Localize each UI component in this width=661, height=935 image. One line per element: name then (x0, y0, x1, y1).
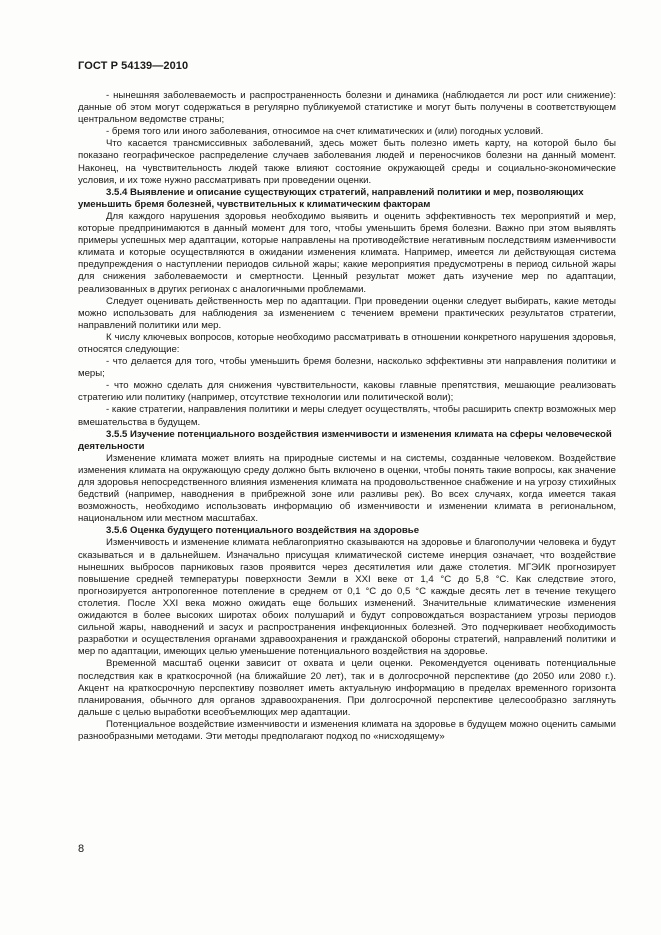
paragraph: - какие стратегии, направления политики и меры следует осуществлять, чтобы расширить спектр возможных мер вмешательства в будущем. (78, 404, 616, 428)
document-body (78, 90, 616, 743)
paragraph: - что можно сделать для снижения чувствительности, каковы главные препятствия, мешающие реализовать стратегию или политику (например, отсутствие технологии или политической воли); (78, 380, 616, 404)
paragraph: Временной масштаб оценки зависит от охвата и цели оценки. Рекомендуется оценивать потенциальные последствия как в краткосрочной (на ближайшие 20 лет), так и в долгосрочной перспективе (до 2050 или 2080 г.). Акцент на краткосрочную перспективу позволяет иметь актуальную информацию в пределах временного горизонта планирования, обычного для органов здравоохранения. При долгосрочной перспективе целесообразно заглянуть дальше с целью выработки всеобъемлющих мер адаптации. (78, 658, 616, 718)
section-heading-3-5-6: 3.5.6 Оценка будущего потенциального воздействия на здоровье (106, 525, 420, 537)
paragraph: К числу ключевых вопросов, которые необходимо рассматривать в отношении конкретного нарушения здоровья, относятся следующие: (78, 331, 616, 355)
page-number: 8 (78, 843, 85, 855)
paragraph: Потенциальное воздействие изменчивости и изменения климата на здоровье в будущем можно оценить самыми разнообразными методами. Эти методы предполагают подход по «нисходящему» (78, 718, 616, 742)
paragraph: Изменчивость и изменение климата неблагоприятно сказываются на здоровье и благополучии человека и будут сказываться и в дальнейшем. Изначально присущая климатической системе инерция означает, что воздействие нынешних выбросов парниковых газов проявится через десятилетия или даже столетия. МГЭИК прогнозирует повышение средней температуры поверхности Земли в XXI веке от 1,4 °С до 5,8 °С. Как следствие этого, прогнозируется антропогенное потепление в среднем от 0,1 °С до 0,5 °С каждые десять лет в течение текущего столетия. После XXI века можно ожидать еще больших изменений. Значительные климатические изменения ожидаются в более высоких широтах обоих полушарий и будут сопровождаться возрастанием угрозы периодов сильной жары, наводнений и засух и распространения инфекционных болезней. Это подчеркивает необходимость разработки и осуществления органами здравоохранения и гражданской обороны стратегий, направлений политики и мер по адаптации, имеющих целью уменьшение потенциального воздействия на здоровье. (78, 537, 616, 658)
paragraph: Следует оценивать действенность мер по адаптации. При проведении оценки следует выбирать, какие методы можно использовать для наблюдения за изменением с течением времени практических результатов стратегии, направлений политики или мер. (78, 295, 616, 331)
paragraph: Что касается трансмиссивных заболеваний, здесь может быть полезно иметь карту, на которой было бы показано географическое распределение случаев заболевания людей и переносчиков болезни на данный момент. Наконец, на чувствительность людей также влияют состояние окружающей среды и социально-экономические условия, и их тоже нужно рассматривать при проведении оценки. (78, 138, 616, 186)
paragraph: Для каждого нарушения здоровья необходимо выявить и оценить эффективность тех мероприятий и мер, которые предпринимаются в данный момент для того, чтобы уменьшить бремя болезни. Важно при этом выявлять примеры успешных мер адаптации, которые направлены на противодействие негативным последствиям изменчивости климата и которые осуществляются в ожидании изменения климата. Например, имеется ли действующая система предупреждения о наступлении периодов сильной жары; какие мероприятия предусмотрены в период сильной жары для снижения заболеваемости и смертности. Ценный результат может дать изучение мер по адаптации, реализованных в других регионах с аналогичными проблемами. (78, 210, 616, 295)
paragraph: Изменение климата может влиять на природные системы и на системы, созданные человеком. Воздействие изменения климата на окружающую среду должно быть включено в оценки, чтобы понять такие вопросы, как значение для здоровья непосредственного влияния изменения климата на продовольственное снабжение и на угрозу стихийных бедствий (например, наводнения в прибрежной зоне или разливы рек). Во всех случаях, когда имеется такая возможность, необходимо использовать информацию об изменчивости и изменении климата в региональном, национальном или местном масштабах. (78, 452, 616, 525)
section-heading-3-5-5: 3.5.5 Изучение потенциального воздействия изменчивости и изменения климата на сферы человеческой деятельности (78, 428, 612, 452)
paragraph: - бремя того или иного заболевания, относимое на счет климатических и (или) погодных условий. (106, 126, 544, 138)
paragraph: - что делается для того, чтобы уменьшить бремя болезни, насколько эффективны эти направления политики и меры; (78, 356, 616, 380)
section-heading-3-5-4: 3.5.4 Выявление и описание существующих стратегий, направлений политики и мер, позволяющих уменьшить бремя болезней, чувствительных к климатическим факторам (78, 186, 584, 210)
paragraph: - нынешняя заболеваемость и распространенность болезни и динамика (наблюдается ли рост или снижение): данные об этом могут содержаться в регулярно публикуемой статистике и могут быть получены в соответствующем центральном ведомстве страны; (78, 90, 616, 126)
document-header: ГОСТ Р 54139—2010 (78, 60, 189, 72)
